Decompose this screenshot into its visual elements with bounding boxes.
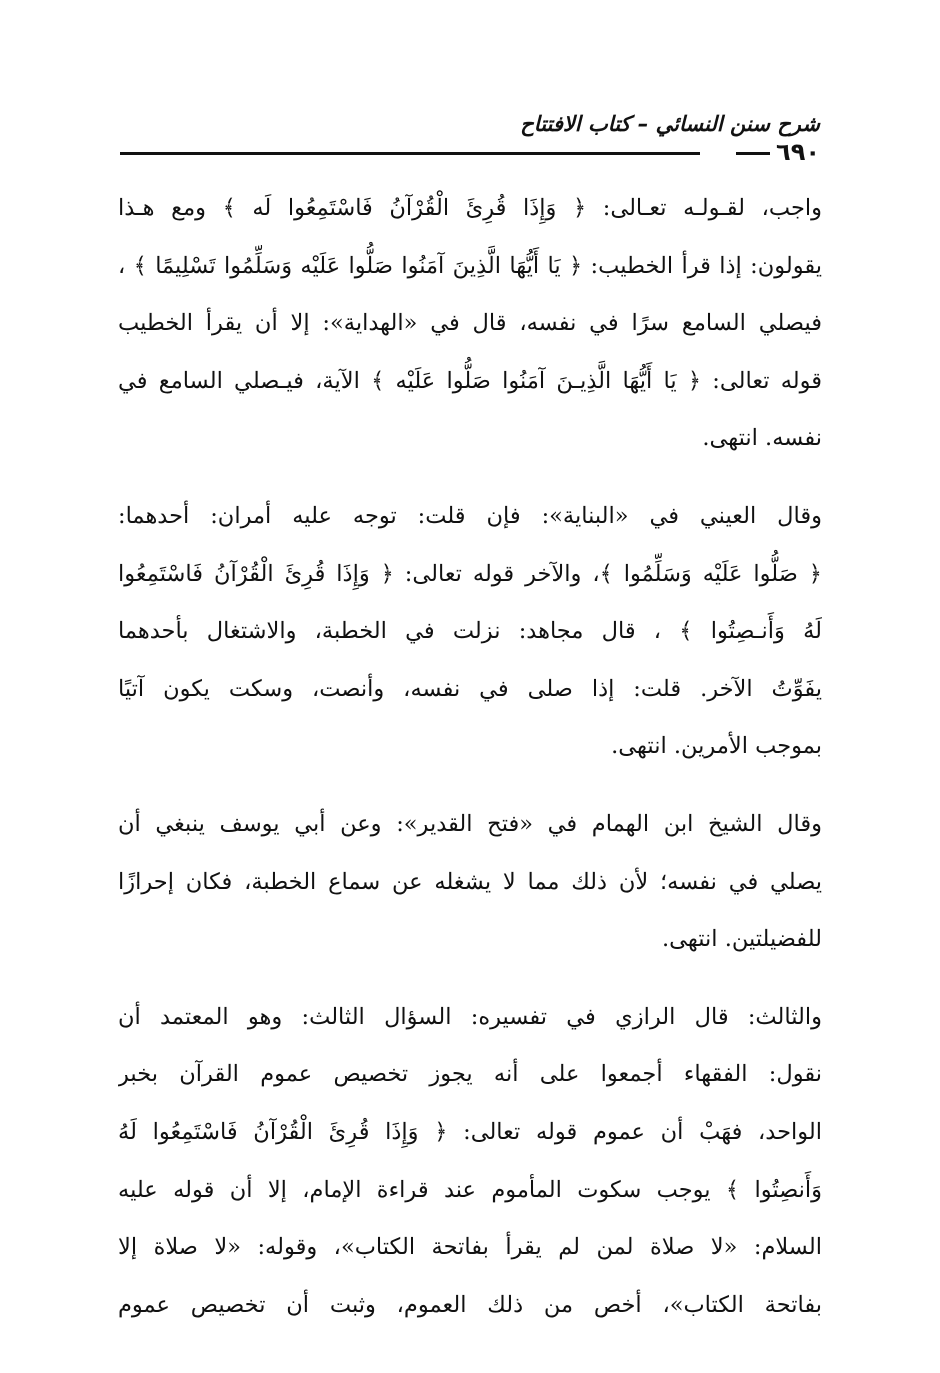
header-rule: [120, 152, 700, 155]
text-line: ﴿ صَلُّوا عَلَيْه وَسَلِّمُوا ﴾، والآخر قوله تعالى: ﴿ وَإِذَا قُرِئَ الْقُرْآنُ فَاسْتَمِعُوا: [118, 560, 822, 587]
text-line: فيصلي السامع سرًا في نفسه، قال في «الهداية»: إلا أن يقرأ الخطيب: [118, 310, 822, 337]
text-line: نقول: الفقهاء أجمعوا على أنه يجوز تخصيص عموم القرآن بخبر: [118, 1061, 822, 1088]
paragraph-3: [118, 796, 822, 969]
text-line: لَهُ وَأَنـصِتُوا ﴾ ، قال مجاهد: نزلت في الخطبة، والاشتغال بأحدهما: [118, 618, 822, 645]
text-line: بموجب الأمرين. انتهى.: [611, 733, 822, 760]
text-line: يفَوِّتُ الآخر. قلت: إذا صلى في نفسه، وأنصت، وسكت يكون آتيًا: [118, 675, 822, 702]
text-line: بفاتحة الكتاب»، أخص من ذلك العموم، وثبت أن تخصيص عموم: [118, 1291, 822, 1318]
text-line: واجب، لقـولـه تعـالى: ﴿ وَإِذَا قُرِئَ الْقُرْآنُ فَاسْتَمِعُوا لَه ﴾ ومع هـذا: [118, 195, 822, 221]
page-number-value: ٦٩٠: [776, 138, 820, 166]
text-line: للفضيلتين. انتهى.: [661, 926, 822, 953]
paragraph-2: [118, 488, 822, 776]
running-header: شرح سنن النسائي – كتاب الافتتاح: [520, 112, 820, 136]
text-line: وقال العيني في «البناية»: فإن قلت: توجه عليه أمران: أحدهما:: [118, 502, 822, 529]
paragraph-4: [118, 989, 822, 1335]
page-number-dash: [736, 152, 770, 155]
paragraph-1: [118, 180, 822, 468]
text-line: والثالث: قال الرازي في تفسيره: السؤال الثالث: وهو المعتمد أن: [118, 1003, 822, 1030]
text-line: يصلي في نفسه؛ لأن ذلك مما لا يشغله عن سماع الخطبة، فكان إحرازًا: [118, 868, 822, 895]
text-line: وَأَنصِتُوا ﴾ يوجب سكوت المأموم عند قراءة الإمام، إلا أن قوله عليه: [118, 1176, 822, 1203]
text-line: نفسه. انتهى.: [702, 425, 822, 452]
text-line: السلام: «لا صلاة لمن لم يقرأ بفاتحة الكتاب»، وقوله: «لا صلاة إلا: [118, 1234, 822, 1261]
text-line: الواحد، فهَبْ أن عموم قوله تعالى: ﴿ وَإِذَا قُرِئَ الْقُرْآنُ فَاسْتَمِعُوا لَهُ: [118, 1118, 822, 1145]
text-line: وقال الشيخ ابن الهمام في «فتح القدير»: وعن أبي يوسف ينبغي أن: [118, 810, 822, 837]
page-number: [736, 138, 820, 166]
body-text: [118, 180, 822, 1354]
text-line: قوله تعالى: ﴿ يَا أَيُّهَا الَّذِيـنَ آمَنُوا صَلُّوا عَلَيْه ﴾ الآية، فيـصلي السامع في: [118, 367, 822, 394]
text-line: يقولون: إذا قرأ الخطيب: ﴿ يَا أَيُّهَا الَّذِينَ آمَنُوا صَلُّوا عَلَيْه وَسَلِّمُوا تَسْلِيمًا ﴾ ،: [118, 252, 822, 279]
